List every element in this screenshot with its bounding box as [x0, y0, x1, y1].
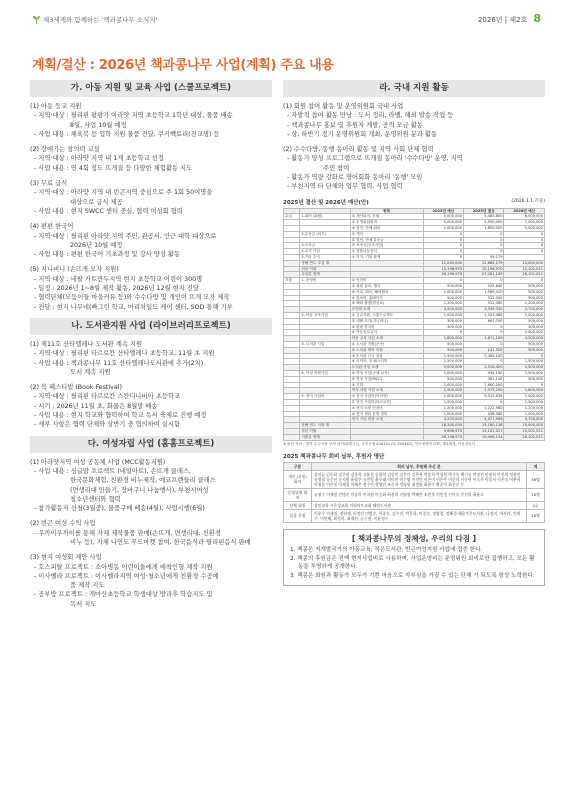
budget-cell: 5,000,000 [423, 214, 463, 220]
item-line: 2026년 10월 예정 [70, 241, 123, 249]
budget-cell: 0 [464, 342, 504, 348]
budget-cell: 2,975,290 [464, 388, 504, 394]
budget-cell: 0 [464, 399, 504, 405]
budget-cell: 500,000 [504, 284, 545, 290]
budget-cell: 381,100 [464, 376, 504, 382]
budget-cell: 19,498,134 [464, 434, 504, 440]
budget-cell: 지출 [284, 278, 300, 284]
right-column [283, 80, 545, 586]
item-line: 대상으로 급식 제공 [70, 198, 123, 206]
budget-cell: ① 현지 사업비(아라얏) [350, 394, 423, 400]
donor-names: 강선균 김동화 강주현 강종희 고윤경 김광희 김상민 김은미 김은자 박종희 박상희 박가옥 백기유 박정선 안원희 반찬희 정형민 유명철 유준선 유지원 윤영주 유진영 윤무태 이미란 이수영 이정민 이은이 이은주 이준희 이동민 이숙주 이종서 이은숙 이춘희 이영분 이은정 이제경 이혜은 정수린 정영민 조순자 정영원 최정원 최현주 황순미 최운중 등 [312, 470, 527, 488]
budget-cell: 4. 여성 자립사업 [300, 370, 350, 376]
budget-cell: 26,196,970 [423, 272, 463, 278]
budget-caption: 2025년 결산 및 2026년 예산(안) (2026.1.1.기준) [283, 198, 545, 206]
budget-cell: 14,000,000 [504, 260, 545, 266]
page-number: 8 [533, 12, 541, 25]
section-item [30, 145, 272, 173]
budget-cell: 1,000,000 [504, 394, 545, 400]
item-line: - 지역·대상 : 필리핀 타르로칸 스칸디나비아 초등학교 [34, 393, 181, 401]
budget-cell: 1,500,000 [504, 399, 545, 405]
budget-table [283, 208, 545, 441]
item-line: 품 제작 지도 [70, 582, 105, 590]
budget-unit: (2026.1.1.기준) [511, 198, 545, 204]
donor-names: 성인교육 시온성교회 지원아트교회 해원도서관 [312, 501, 527, 509]
budget-cell: 1,500,000 [504, 370, 545, 376]
budget-cell: 500,000 [423, 284, 463, 290]
budget-cell: 500,000 [423, 342, 463, 348]
item-line: - 지역·대상 : 필리핀 아라얏 지역 주민, 관공서, 인근 대학 대상으로 [34, 232, 217, 240]
budget-cell: ③ 편편 한국어 [350, 324, 423, 330]
budget-cell: ① 여성 사업(공예 교육) [350, 370, 423, 376]
item-line: - 지역·대상 : 필리핀 팜팡가 아라얏 지역 초등학교 1학년 대상, 물품 배송 [34, 112, 233, 120]
item-heading: (1) 아라얏지역 여성 공동체 사업 (MCC활동지원) [30, 458, 166, 466]
budget-cell: 당해 연도 수입 계 [300, 260, 350, 266]
budget-cell: 1,000,000 [423, 226, 463, 232]
donor-count: 46명 [527, 470, 545, 488]
budget-cell: 수입 [284, 214, 300, 220]
budget-cell: 26,101,011 [504, 434, 545, 440]
budget-cell: 0 [464, 249, 504, 255]
budget-cell: 1,000,000 [423, 289, 463, 295]
identity-item: 1. 책콩은 저개발국가의 아동교육, 작은도서관, 빈곤여성지원 사업에 집중 한다. [290, 546, 483, 553]
budget-cell: ① 인건비 [350, 278, 423, 284]
budget-cell: 5,000,000 [423, 220, 463, 226]
item-heading: (1) 회원 참여 활동 및 운영위원회 국내 사업 [283, 103, 404, 110]
item-line: - 참가활동자 신청(3월중), 물품구매 배송(4월), 사업시행(6월) [34, 505, 205, 513]
budget-header-cell: 2025년 결산 [464, 208, 504, 214]
item-line: - 시기 : 2026년 11월 초, 화물은 8월말 배송 [34, 402, 158, 410]
item-heading: (4) 편편 한국어 [30, 223, 74, 231]
budget-cell: ① 도서관 지원(운송) [350, 342, 423, 348]
budget-cell: 현지 사업 비용 소계 [350, 417, 423, 423]
budget-cell: 667,700 [464, 318, 504, 324]
budget-note: ※ 관련 자료 : 월별 수입지출 상세 내역(회원가입, 국민은행 636101-01-390382), 인터넷뱅킹 OTP, 제3세계, 이용결의서 [283, 441, 476, 446]
section-item [30, 102, 272, 139]
donor-names: 유영수 이재정 민병순 이상희 이지현 이승하 최선희 이영원 박혜란 조민옥 이민정 인이숙 주진희 최윤호 [312, 488, 527, 501]
budget-cell: 차년 이월 [300, 428, 350, 434]
item-line: 비누 등), 자체 나연도 푸드마켓 참여, 한국음식과 필리핀음식 판매 [70, 538, 251, 546]
budget-cell: 300,000 [423, 324, 463, 330]
item-line: - 지역·대상 : 필리핀 타르로칸 산타엘레나 초등학교, 11월 초 지원 [34, 350, 215, 358]
budget-cell: 1,800,000 [464, 226, 504, 232]
budget-cell: 26,101,011 [504, 272, 545, 278]
budget-cell: ① 알뜰나눔장터 [350, 249, 423, 255]
budget-cell: 15,900,000 [504, 423, 545, 429]
budget-cell: 1,200,000 [504, 301, 545, 307]
budget-cell: ② 법인, 단체 유동금 [350, 237, 423, 243]
budget-cell: 500,000 [504, 295, 545, 301]
donors-row [284, 509, 545, 522]
section-item [30, 340, 272, 377]
budget-cell: 1,000,000 [423, 411, 463, 417]
budget-cell: 5. 현지 사업비 [300, 394, 350, 400]
donor-count: 18명 [527, 509, 545, 522]
budget-cell: 1,000,000 [423, 313, 463, 319]
item-line: - 이사벨라 프로젝트 : 이사벨라지역 여성·청소년에게 친환경 수공예 [34, 572, 219, 580]
item-line: 도서 계속 지원 [70, 368, 111, 376]
budget-cell: 0 [423, 237, 463, 243]
budget-cell: 0 [504, 237, 545, 243]
budget-cell: 1,800,000 [504, 388, 545, 394]
budget-cell: ④ 홍보비, 홈페이지 [350, 295, 423, 301]
donor-names: 이윤수 이재정, 정현재, 이정민 민병순, 이종숙, 김수진, 박은희, 이종숙, 정영경, 정혜경 해움작은도서관, 나정미, 아사라, 인애주, 이민혜, 최정희, 최재원, 유수현, 이윤정수 [312, 509, 527, 522]
item-heading: (2) 빈곤 여성 수익 사업 [30, 520, 96, 528]
budget-cell: 1.회비 (회원) [300, 214, 350, 220]
budget-cell: 500,000 [423, 376, 463, 382]
budget-cell: 5,485,800 [464, 214, 504, 220]
budget-cell: 1,200,000 [423, 301, 463, 307]
budget-cell: ① 개인 [350, 231, 423, 237]
item-line: 주민 참여 [323, 164, 350, 172]
donor-kind: 단체 회원 [284, 501, 312, 509]
budget-cell: 131,320 [464, 347, 504, 353]
budget-cell: 2.유동금 (외부) [300, 231, 350, 237]
section-item [283, 145, 545, 191]
budget-cell: 1,000,000 [423, 399, 463, 405]
budget-cell: 0 [504, 278, 545, 284]
budget-cell: 12,884,179 [464, 260, 504, 266]
budget-cell: 500,000 [504, 318, 545, 324]
budget-cell: 1,222,980 [464, 405, 504, 411]
budget-cell: 12,101,011 [464, 428, 504, 434]
budget-cell: 0 [464, 231, 504, 237]
newsletter-name: 제3세계와 함께하는 '책과콩나무 소식지' [32, 15, 157, 24]
page-title: 계획/결산 : 2026년 책과콩나무 사업(계획) 주요 내용 [32, 58, 334, 73]
budget-cell: 아동 교육 사업 소계 [350, 336, 423, 342]
budget-cell: ② 현지 사업비(타르로칸) [350, 399, 423, 405]
budget-cell: ⑤ 해외 출장(항공료) [350, 301, 423, 307]
item-line: (면생리대 만들기, 장바구니 나눔행사), 부천시여성 [70, 486, 209, 494]
budget-cell: ② 여성 사업(MCC) [350, 376, 423, 382]
budget-cell: 1. 운영비 [300, 278, 350, 284]
budget-cell: 0 [504, 249, 545, 255]
budget-cell: 500,000 [423, 295, 463, 301]
budget-cell: 당해 연도 지출 계 [300, 423, 350, 429]
budget-cell: 0 [464, 278, 504, 284]
donor-kind: 개인 (후원) 회비 [284, 470, 312, 488]
budget-cell: 2,500,000 [423, 388, 463, 394]
donors-table [283, 462, 545, 523]
section-item [30, 265, 272, 311]
section-item [30, 458, 272, 514]
issue-info [478, 12, 541, 25]
budget-cell: ③ 기타 [350, 382, 423, 388]
item-heading: (2) 수수다방, 동행 동아리 활동 및 지역 사회 단체 협력 [283, 146, 434, 154]
budget-cell: 0 [504, 382, 545, 388]
budget-cell: ③ 현지 소장 인건비 [350, 405, 423, 411]
budget-cell: ③ 도서관 신규 설립 [350, 353, 423, 359]
budget-cell: 0 [464, 330, 504, 336]
budget-cell: ② 회원 관리, 행사 [350, 284, 423, 290]
budget-cell: 0 [423, 255, 463, 261]
budget-cell: 0 [464, 237, 504, 243]
budget-cell: 0 [504, 353, 545, 359]
budget-cell: ③ 사무, 회의, 해외협력 [350, 289, 423, 295]
budget-cell: ④ 마이북, 북 페스티벌 [350, 359, 423, 365]
budget-cell: 3,200,000 [423, 307, 463, 313]
budget-cell: 1,589,410 [464, 289, 504, 295]
item-heading: (1) 아동 등교 지원 [30, 103, 82, 110]
budget-cell: 1,500,000 [423, 353, 463, 359]
donors-row [284, 501, 545, 509]
budget-cell: 10,201,011 [504, 428, 545, 434]
budget-cell: 11,000,000 [423, 260, 463, 266]
section-item [283, 102, 545, 139]
budget-cell: ① 등교지원, 스쿨프로젝트 [350, 313, 423, 319]
budget-cell: 4,700,000 [504, 417, 545, 423]
budget-cell: 0 [464, 243, 504, 249]
item-line: - 책과콩나무 홍보 및 후원자 개발, 공적 모금 활동 [287, 121, 423, 129]
sprout-icon [32, 15, 41, 24]
budget-cell: 1,000,000 [423, 394, 463, 400]
budget-cell: 938,380 [464, 411, 504, 417]
donors-header-cell: 계 [527, 462, 545, 470]
budget-cell: 15,180,138 [464, 423, 504, 429]
budget-cell: 0 [423, 231, 463, 237]
budget-cell: 3,339,330 [464, 307, 504, 313]
budget-cell: 5,000,000 [423, 365, 463, 371]
left-column [30, 80, 272, 615]
item-line: - 지역·대상 : 아라얏 지역 내 1개 초등학교 선정 [34, 155, 164, 163]
budget-header-cell: 항목 [350, 208, 423, 214]
budget-cell: 500,000 [504, 347, 545, 353]
budget-cell: 7,000,000 [504, 220, 545, 226]
budget-cell: ① 보조금(공모사업) [350, 243, 423, 249]
budget-cell: 500,000 [504, 289, 545, 295]
item-heading: (2) 장애가는 창의력 교실 [30, 146, 100, 154]
budget-cell: 26,196,970 [423, 434, 463, 440]
budget-cell: 1,203,480 [464, 313, 504, 319]
budget-cell: 15,196,970 [464, 266, 504, 272]
women-section-title: 다. 여성자립 사업 (홈홈프로젝트) [30, 436, 272, 453]
item-line: - 자발적 참여 활동 만남 : 도서 정리, 라벨, 해외 발송 작업 등 [287, 112, 454, 120]
budget-cell: 5,550,000 [464, 220, 504, 226]
budget-cell: 3.보조금 [300, 243, 350, 249]
item-line: - 부천지역 타 단체와 업무 협력, 사업 협력 [287, 183, 403, 191]
budget-cell: 운영비 소계 [350, 307, 423, 313]
item-line: - 전달 : 현지 나무네(빠그린 학교, 마리차일드 케어 센터, SOD 통해 기부 [34, 303, 233, 311]
budget-cell: 수입총 합계 [300, 272, 350, 278]
donor-count: 16명 [527, 488, 545, 501]
identity-title: [ 책과콩나무의 정체성, 우리의 다짐 ] [351, 533, 477, 543]
donor-kind: 물품 후원 [284, 509, 312, 522]
item-line: - 사업 내용 : 책과콩나무 11호 산타엘레나도서관에 추가(2차) [34, 359, 204, 367]
budget-cell: ② 운영위원회비 [350, 220, 423, 226]
budget-cell: 27,281,149 [464, 272, 504, 278]
budget-cell: 15,196,970 [423, 266, 463, 272]
budget-cell: 1,000,000 [504, 411, 545, 417]
budget-cell: 1,000,000 [504, 313, 545, 319]
budget-cell: 0 [423, 243, 463, 249]
budget-cell: 0 [423, 278, 463, 284]
budget-cell: 0 [504, 231, 545, 237]
item-line: - 우까이우까이를 통해 자체 제작물품 판매(손뜨개, 면생리대, 친환경 [34, 529, 221, 537]
item-line: - 사업 내용 : 연 4회 정도 뜨개질 등 다양한 체험활동 지도 [34, 164, 193, 172]
budget-cell: 4.수익 사업 [300, 249, 350, 255]
issue-label: 2026년 | 제2호 [477, 16, 528, 24]
item-line: - 호스피탈 프로젝트 : 소아병동 어린이들에게 애착인형 제작 지원 [34, 563, 213, 571]
item-line: 독서 지도 [70, 600, 97, 608]
donors-header-cell: 회비 납부, 후원해 주신 분 [312, 462, 527, 470]
budget-cell: 2,400,000 [504, 330, 545, 336]
budget-cell: 2,500,000 [504, 365, 545, 371]
item-line: - 상, 하반기 정기 운영위원회 개최, 운영위원 분과 활동 [287, 130, 438, 138]
item-line: - 활동가 양성 프로그램으로 뜨개질 동아리 '수수다방' 운영, 지역 [287, 155, 463, 163]
budget-cell: 16,500,000 [423, 423, 463, 429]
budget-cell: 6,000,000 [504, 214, 545, 220]
budget-cell: 934,190 [464, 370, 504, 376]
budget-cell: ② 도서관 계속 지원 [350, 347, 423, 353]
budget-cell [284, 434, 300, 440]
budget-cell: 1,200,000 [504, 405, 545, 411]
identity-item: 3. 책콩은 회원과 활동가 모두가 기쁜 마음으로 자부심을 가질 수 있는 단체 가 되도록 항상 노력한다. [290, 572, 535, 579]
library-section [30, 318, 272, 430]
section-item [30, 553, 272, 609]
budget-cell: 2,516,420 [464, 365, 504, 371]
budget-cell: ④ 아동유로급식 [350, 330, 423, 336]
item-line: 8월, 사업 10월 예정 [70, 121, 127, 129]
budget-cell: 2,385,100 [464, 353, 504, 359]
budget-cell: 4,200,000 [423, 417, 463, 423]
item-line: - 사업 내용 : 현지 학교와 협력하여 학교 독서 축제로 진행 예정 [34, 412, 207, 420]
identity-box [283, 529, 545, 586]
donors-row [284, 488, 545, 501]
budget-cell: ② 네팔·모자(지니비니) [350, 318, 423, 324]
child-support-section-title: 가. 아동 지원 및 교육 사업 (스쿨프로젝트) [30, 80, 272, 97]
budget-header-cell: 2026년 예산 [504, 208, 545, 214]
budget-row [284, 434, 545, 440]
donor-kind: 운영위원 회비 [284, 488, 312, 501]
budget-cell: 99,179 [464, 255, 504, 261]
budget-cell: 1,000,000 [423, 370, 463, 376]
donor-count: 4곳 [527, 501, 545, 509]
section-item [30, 179, 272, 216]
item-heading: (2) 북 페스티벌 (Book Festival) [30, 384, 122, 392]
item-line: 청소년센터와 협력 [70, 495, 121, 503]
section-item [30, 222, 272, 259]
budget-cell: 5.기타 수익 [300, 255, 350, 261]
budget-cell [350, 434, 423, 440]
budget-cell: 2. 아동 교육사업 [300, 313, 350, 319]
donors-caption: 2025 책과콩나무 회비 납부, 후원자 명단 [283, 453, 385, 460]
budget-cell: ① 개인회비, 후원 [350, 214, 423, 220]
budget-header-cell: 2025년 예산 [423, 208, 463, 214]
section-item [30, 519, 272, 547]
item-heading: (5) 지니비니 (손뜨개 모자 지원) [30, 266, 119, 274]
budget-cell: 도서관 사업 소계 [350, 365, 423, 371]
budget-cell: 300,000 [423, 318, 463, 324]
budget-cell: 1,000,000 [423, 382, 463, 388]
budget-cell: 300,000 [504, 376, 545, 382]
donors-row [284, 470, 545, 488]
domestic-section-title: 라. 국내 지원 활동 [283, 80, 545, 97]
budget-cell: 여성 자립 사업 소계 [350, 388, 423, 394]
budget-cell: 0 [464, 324, 504, 330]
budget-cell: ① 이자, 기타 잡액 [350, 255, 423, 261]
budget-cell: 9,696,970 [423, 428, 463, 434]
item-line: - 사업 내용 : 싱글맘 프로젝트 (네일아트), 손뜨개 클래스, [34, 467, 192, 475]
item-line: - 지역·대상 : 네팔 카트만두지역 현지 초등학교 어린이 300명 [34, 275, 203, 283]
budget-cell: 0 [423, 249, 463, 255]
budget-cell: 2,700,000 [504, 307, 545, 313]
budget-cell: 4,477,998 [464, 417, 504, 423]
budget-cell: 1,600,000 [423, 336, 463, 342]
item-line: - 사업 내용 : 편편 한국어 기초과정 및 강사 양성 활동 [34, 251, 181, 259]
donors-header-cell: 구분 [284, 462, 312, 470]
budget-cell: 512,080 [464, 301, 504, 307]
item-line: - 세부 사항은 협력 단체와 상반기 중 협의하여 실시함 [34, 421, 181, 429]
page-header [0, 0, 565, 40]
budget-cell: 지출총 합계 [300, 434, 350, 440]
item-heading: (1) 제11호 산타엘레나 도서관 계속 지원 [30, 340, 143, 348]
item-line: - 일정 : 2026년 1~8월 제작 활동, 2026년 12월 현지 전달 [34, 285, 199, 293]
budget-cell: 1,200,000 [423, 405, 463, 411]
item-line: 한국문화체험, 친환경 비누제작, 에코프렌들리 클래스 [70, 477, 216, 485]
child-support-section [30, 80, 272, 312]
budget-cell: ④ 현지 센터 운영 경비 [350, 411, 423, 417]
budget-cell: 500,000 [423, 347, 463, 353]
budget-cell: 0 [504, 243, 545, 249]
item-line: - 사업 내용 : 체육복 등 입학 지원 물품 전달, 쿠키빽토리(전교생) 등 [34, 130, 220, 138]
budget-cell: 전년 이월 [300, 266, 350, 272]
budget-cell: 500,000 [504, 342, 545, 348]
item-heading: (3) 무료 급식 [30, 180, 68, 188]
budget-cell: 312,000 [464, 295, 504, 301]
identity-item: 2. 책콩의 후원금은 전액 현지사업비로 사용하며, 사업운영비는 운영위원 회비로만 집행하고, 모든 활동을 투명하게 공개한다. [290, 555, 535, 570]
item-line: - 활동가 역량 강화로 영어회화 동아리 '동행' 모임 [287, 174, 423, 182]
budget-cell: 1,000,000 [504, 226, 545, 232]
budget-cell: 925,840 [464, 284, 504, 290]
item-line: - 협력단체(모둠이들 마을커뮤 등)와 수수다방 및 개인이 뜨개 모자 제작 [34, 294, 230, 302]
budget-cell: 12,101,011 [504, 266, 545, 272]
budget-cell: 2,500,000 [423, 359, 463, 365]
budget-cell: 0 [464, 359, 504, 365]
budget-cell: 4,200,000 [504, 336, 545, 342]
section-item [30, 383, 272, 429]
item-heading: (3) 현지 여성회 제안 사업 [30, 554, 102, 562]
item-line: - 사업 내용 : 현지 SWCC 센터 중심, 협력 여성회 협력 [34, 207, 183, 215]
women-section [30, 436, 272, 609]
budget-cell: 2,315,638 [464, 394, 504, 400]
budget-cell: 1,500,000 [504, 359, 545, 365]
budget-cell: ③ 법인, 단체 회비 [350, 226, 423, 232]
item-line: - 공부방 프로젝트 : 게마산초등학교 학생대상 방과후 학습지도 및 [34, 591, 213, 599]
budget-cell: 1,871,100 [464, 336, 504, 342]
budget-cell: 1,660,000 [464, 382, 504, 388]
budget-cell: 0 [423, 330, 463, 336]
library-section-title: 나. 도서관지원 사업 (라이브러리프로젝트) [30, 318, 272, 335]
domestic-section [283, 80, 545, 192]
budget-cell: 3. 도서관 사업 [300, 342, 350, 348]
budget-cell: 300,000 [504, 324, 545, 330]
item-line: - 지역·대상 : 아라얏 지역 내 빈곤지역 중심으로 주 1회 50여명을 [34, 189, 213, 197]
